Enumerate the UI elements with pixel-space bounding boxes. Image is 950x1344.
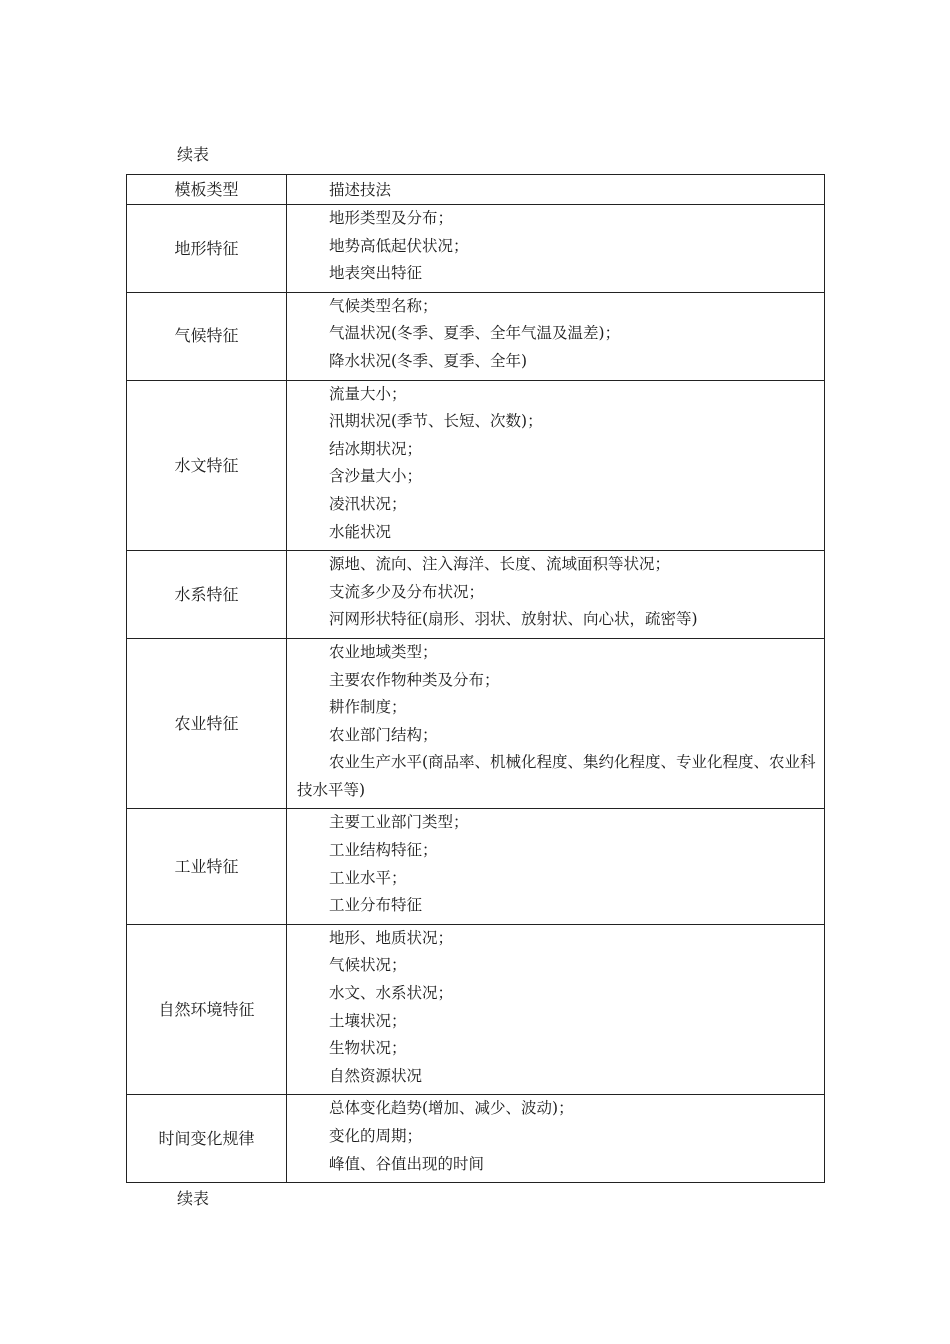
description-cell (287, 809, 825, 924)
table-row (127, 924, 825, 1095)
description-line: 主要工业部门类型； (329, 813, 469, 832)
geography-template-table (126, 174, 825, 1183)
description-line: 工业结构特征； (329, 841, 438, 860)
description-cell (287, 924, 825, 1095)
description-cell (287, 638, 825, 809)
description-cell (287, 205, 825, 293)
table-row (127, 638, 825, 809)
header-description-method (287, 175, 825, 205)
description-cell (287, 292, 825, 380)
template-type-cell: 时间变化规律 (127, 1095, 287, 1183)
template-type-cell: 气候特征 (127, 292, 287, 380)
table-row (127, 1095, 825, 1183)
template-type-cell: 地形特征 (127, 205, 287, 293)
description-line: 流量大小； (329, 384, 407, 403)
description-line: 凌汛状况； (329, 494, 407, 513)
description-line: 河网形状特征(扇形、羽状、放射状、向心状，疏密等) (329, 610, 698, 629)
table-row (127, 380, 825, 551)
description-line: 支流多少及分布状况； (329, 582, 485, 601)
description-line: 降水状况(冬季、夏季、全年) (329, 351, 528, 370)
description-line: 生物状况； (329, 1039, 407, 1058)
table-row (127, 809, 825, 924)
description-line: 农业地域类型； (329, 642, 438, 661)
description-cell (287, 380, 825, 551)
description-line: 水文、水系状况； (329, 984, 454, 1003)
description-line: 结冰期状况； (329, 439, 423, 458)
description-line: 气候状况； (329, 956, 407, 975)
header-description-text: 描述技法 (329, 180, 392, 199)
description-line: 土壤状况； (329, 1011, 407, 1030)
table-row (127, 292, 825, 380)
description-line: 峰值、谷值出现的时间 (329, 1154, 485, 1173)
description-line: 源地、流向、注入海洋、长度、流域面积等状况； (329, 555, 671, 574)
description-line: 地势高低起伏状况； (329, 236, 469, 255)
table-row (127, 205, 825, 293)
template-type-cell: 工业特征 (127, 809, 287, 924)
table-row (127, 551, 825, 639)
description-line: 自然资源状况 (329, 1066, 423, 1085)
description-cell (287, 551, 825, 639)
description-line: 气温状况(冬季、夏季、全年气温及温差)； (329, 324, 621, 343)
description-line: 水能状况 (329, 522, 392, 541)
continued-table-caption-bottom: 续表 (177, 1189, 210, 1208)
table-header-row (127, 175, 825, 205)
description-line: 工业水平； (329, 868, 407, 887)
description-line: 主要农作物种类及分布； (329, 670, 500, 689)
description-line: 农业部门结构； (329, 725, 438, 744)
continued-table-caption-top: 续表 (177, 145, 210, 164)
description-line: 汛期状况(季节、长短、次数)； (329, 412, 543, 431)
description-line: 耕作制度； (329, 698, 407, 717)
template-type-cell: 水系特征 (127, 551, 287, 639)
description-line: 含沙量大小； (329, 467, 423, 486)
description-cell (287, 1095, 825, 1183)
description-line: 总体变化趋势(增加、减少、波动)； (329, 1099, 574, 1118)
description-line: 变化的周期； (329, 1127, 423, 1145)
description-line: 气候类型名称； (329, 296, 438, 315)
template-type-cell: 农业特征 (127, 638, 287, 809)
description-line: 地形类型及分布； (329, 209, 454, 227)
description-line: 地表突出特征 (329, 264, 423, 283)
description-line: 农业生产水平(商品率、机械化程度、集约化程度、专业化程度、农业科技水平等) (297, 753, 816, 799)
header-template-type: 模板类型 (127, 175, 287, 205)
description-line: 地形、地质状况； (329, 928, 454, 947)
template-type-cell: 水文特征 (127, 380, 287, 551)
description-line: 工业分布特征 (329, 896, 423, 915)
template-type-cell: 自然环境特征 (127, 924, 287, 1095)
